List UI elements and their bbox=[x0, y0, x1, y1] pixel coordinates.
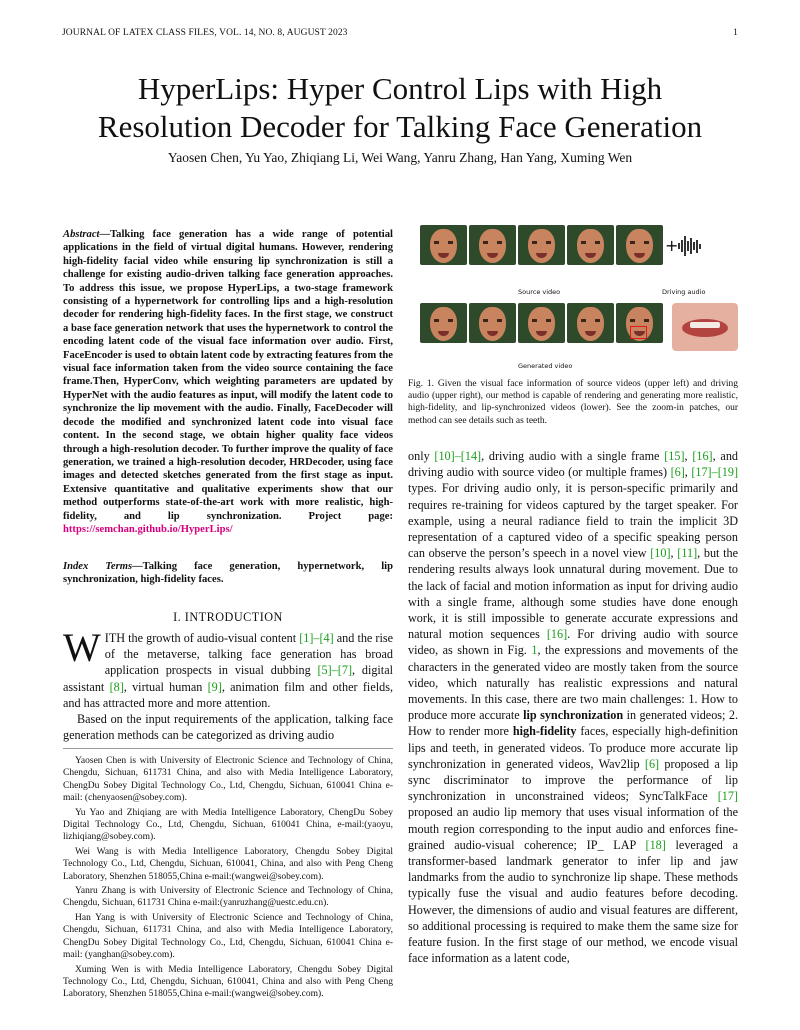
running-header bbox=[62, 28, 738, 42]
face-image bbox=[479, 307, 506, 341]
source-frame bbox=[567, 225, 614, 265]
zoom-region-box bbox=[630, 326, 647, 339]
citation-link[interactable]: [11] bbox=[677, 546, 698, 561]
figure-1-caption: Fig. 1. Given the visual face information of source videos (upper left) and driving audio (upper right), our method is capable of rendering and generating more realistic, high-fidelity, and lip-synchronized videos (lower). See the zoom-in patches, our method can see details such as teeth. bbox=[408, 379, 738, 426]
body-text: only bbox=[408, 449, 435, 463]
body-text: types. For driving audio only, it is person-specific primarily and requires re-training for videos captured by the target speaker. For example, using a neural radiance field to train the implicit 3D representation of a captured video of a specific speaking person can observe the person’s speech in a novel view bbox=[408, 481, 738, 561]
citation-link[interactable]: [16] bbox=[692, 449, 713, 463]
citation-link[interactable]: [5]–[7] bbox=[317, 663, 352, 678]
introduction-body bbox=[63, 625, 393, 743]
citation-link[interactable]: [16] bbox=[546, 627, 568, 642]
intro-text: ITH the growth of audio-visual content bbox=[104, 631, 300, 645]
index-terms-text: —Talking face generation, hypernetwork, lip synchronization, high-fidelity faces. bbox=[63, 561, 393, 586]
author-list: Yaosen Chen, Yu Yao, Zhiqiang Li, Wei Wang, Yanru Zhang, Han Yang, Xuming Wen bbox=[167, 150, 633, 165]
generated-frame bbox=[518, 303, 565, 343]
drop-cap: W bbox=[63, 625, 101, 670]
face-image bbox=[528, 307, 555, 341]
figure-reference-link[interactable]: 1 bbox=[531, 643, 538, 658]
intro-text: and the rise of the metaverse, talking face generation has broad application prospects in visual dubbing bbox=[104, 631, 393, 678]
citation-link[interactable]: [17] bbox=[717, 789, 738, 804]
citation-link[interactable]: [9] bbox=[207, 679, 222, 694]
intro-paragraph-1 bbox=[63, 625, 393, 711]
body-text: , and driving audio with source video (or multiple frames) bbox=[408, 449, 739, 480]
face-image bbox=[430, 229, 457, 263]
plus-sign: + bbox=[665, 236, 679, 255]
citation-link[interactable]: [8] bbox=[109, 679, 124, 694]
source-video-label: Source video bbox=[518, 288, 561, 296]
project-page-link[interactable]: https://semchan.github.io/HyperLips/ bbox=[63, 523, 233, 535]
footnote: Yu Yao and Zhiqiang are with Media Intelligence Laboratory, ChengDu Sobey Digital Technology Co., Ltd, Chengdu, Sichuan, 610041 China, e-mail:(yaoyu, lizhiqiang@sobey.com). bbox=[63, 807, 393, 843]
section-heading-introduction: I. INTRODUCTION bbox=[173, 610, 283, 624]
zoomed-lips-patch bbox=[672, 303, 738, 351]
bold-term: high-fidelity bbox=[512, 724, 577, 739]
body-text: in generated videos; 2. How to render more bbox=[408, 708, 738, 739]
abstract-label: Abstract bbox=[63, 229, 100, 240]
face-image bbox=[430, 307, 457, 341]
right-paragraph bbox=[408, 448, 738, 967]
footnote: Han Yang is with University of Electronic Science and Technology of China, Chengdu, Sichuan, 611731 China, and also with Media Intelligence Laboratory, ChengDu Sobey Digital Technology Co., Ltd, Chengdu, Sichuan, 610041 China e-mail: (yanghan@sobey.com). bbox=[63, 912, 393, 961]
citation-link[interactable]: [18] bbox=[645, 837, 666, 852]
citation-link[interactable]: [17]–[19] bbox=[691, 465, 739, 480]
source-frame bbox=[469, 225, 516, 265]
footnote: Yaosen Chen is with University of Electronic Science and Technology of China, Chengdu, Sichuan, 611731 China, and also with Media Intelligence Laboratory, ChengDu Sobey Digital Technology Co., Ltd, Chengdu, Sichuan, 610041 China e-mail: (chenyaosen@sobey.com). bbox=[63, 756, 393, 804]
title-line-1: HyperLips: Hyper Control Lips with High bbox=[137, 71, 663, 106]
body-text: leveraged a transformer-based landmark generator to infer lip and jaw landmarks from the audio to synchronize lip shape. These methods typically fuse the visual and audio features before decoding. However, the dimensions of audio and visual features are different, so additional processing is required to make them the same size for feature fusion. In the first stage of our method, we encode visual face information as a latent code, bbox=[408, 837, 738, 966]
citation-link[interactable]: [10]–[14] bbox=[434, 449, 482, 463]
body-text: , the expressions and movements of the characters in the generated video are mostly taken from the source video, which naturally has realistic expressions and natural movements. In this case, there are two main challenges: 1. How to produce more accurate bbox=[408, 643, 738, 723]
intro-text: , virtual human bbox=[123, 679, 208, 694]
face-image bbox=[577, 307, 604, 341]
face-image bbox=[577, 229, 604, 263]
generated-frame bbox=[469, 303, 516, 343]
generated-frame bbox=[567, 303, 614, 343]
index-terms bbox=[63, 560, 393, 587]
audio-waveform-icon bbox=[678, 235, 701, 257]
source-frame bbox=[616, 225, 663, 265]
abstract-text: —Talking face generation has a wide range of potential applications in the field of virtual digital humans. However, rendering high-fidelity facial video while ensuring lip synchronization is still a challenge for existing audio-driven talking face generation approaches. To address this issue, we propose HyperLips, a two-stage framework consisting of a hypernetwork for controlling lips and a high-resolution decoder for rendering high-fidelity faces. In the first stage, we construct a base face generation network that uses the hypernetwork to control the encoding latent code of the visual face information over audio. First, FaceEncoder is used to obtain latent code by extracting features from the visual face information taken from the video source containing the face frame.Then, HyperConv, which weighting parameters are updated by HyperNet with the audio features as input, will modify the latent code to synchronize the lip movement with the audio. Finally, FaceDecoder will decode the modified and synchronized latent code into visual face content. In the second stage, we obtain higher quality face videos through a high-resolution decoder. To further improve the quality of face generation, we trained a high-resolution decoder, HRDecoder, using face images and detected sketches generated from the first stage as input. Extensive quantitative and qualitative experiments show that our method outperforms state-of-the-art work with more realistic, high-fidelity, and lip synchronization. Project page: bbox=[63, 229, 393, 522]
page-number: 1 bbox=[733, 28, 738, 38]
right-column-body bbox=[408, 448, 738, 967]
teeth-shape bbox=[690, 322, 720, 328]
title-line-2: Resolution Decoder for Talking Face Generation bbox=[97, 109, 703, 144]
index-terms-label: Index Terms bbox=[63, 561, 133, 572]
generated-video-label: Generated video bbox=[518, 362, 573, 370]
body-text: , bbox=[684, 465, 692, 480]
body-text: , bbox=[670, 546, 678, 561]
face-image bbox=[626, 229, 653, 263]
body-text: . For driving audio with source video, as shown in Fig. bbox=[408, 627, 738, 658]
generated-frame bbox=[420, 303, 467, 343]
body-text: , driving audio with a single frame bbox=[481, 449, 665, 463]
citation-link[interactable]: [1]–[4] bbox=[299, 631, 334, 645]
footnote: Wei Wang is with Media Intelligence Laboratory, Chengdu Sobey Digital Technology Co., Ltd, Chengdu, Sichuan, 610041, China, and also with Peng Cheng Laboratory, Shenzhen 518055,China e-mail:(wangwei@sobey.com). bbox=[63, 846, 393, 882]
citation-link[interactable]: [6] bbox=[644, 756, 660, 771]
abstract bbox=[63, 228, 393, 536]
bold-term: lip synchronization bbox=[523, 708, 624, 723]
citation-link[interactable]: [15] bbox=[664, 449, 685, 463]
intro-paragraph-2: Based on the input requirements of the application, talking face generation methods can be categorized as driving audio bbox=[63, 712, 393, 743]
body-text: faces, especially high-definition lips and teeth, in generated videos. To produce more accurate lip synchronization in generated videos, Wav2lip bbox=[408, 724, 739, 771]
face-image bbox=[528, 229, 555, 263]
body-text: , bbox=[684, 449, 693, 463]
footnote: Xuming Wen is with Media Intelligence Laboratory, Chengdu Sobey Digital Technology Co., Ltd, Chengdu, Sichuan, 610041, China and also with Peng Cheng Laboratory, Shenzhen 518055,China e-mail:(wangwei@sobey.com). bbox=[63, 964, 393, 1000]
author-affiliation-footnotes bbox=[63, 748, 393, 1003]
footnote: Yanru Zhang is with University of Electronic Science and Technology of China, Chengdu, Sichuan, 611731 China e-mail:(yanruzhang@uestc.edu.cn). bbox=[63, 886, 393, 909]
source-frame bbox=[420, 225, 467, 265]
figure-1 bbox=[420, 225, 738, 370]
intro-text: , animation film and other fields, and has attracted more and more attention. bbox=[63, 679, 393, 710]
face-image bbox=[479, 229, 506, 263]
citation-link[interactable]: [10] bbox=[650, 546, 671, 561]
body-text: , but the rendering results always look unnatural during movement. Due to the lack of facial and motion information as input for driving audio with a single frame, although some studies have done enough work, it is still impossible to generate accurate expressions and natural motion sequences bbox=[408, 546, 739, 642]
paper-title bbox=[60, 70, 740, 146]
body-text: proposed a lip sync discriminator to improve the performance of lip synchronization in unconstrained videos; SyncTalkFace bbox=[408, 756, 738, 804]
source-frame bbox=[518, 225, 565, 265]
citation-link[interactable]: [6] bbox=[670, 465, 685, 480]
intro-text: , digital assistant bbox=[63, 663, 393, 694]
driving-audio-label: Driving audio bbox=[662, 288, 706, 296]
journal-header: JOURNAL OF LATEX CLASS FILES, VOL. 14, NO. 8, AUGUST 2023 bbox=[62, 28, 348, 38]
body-text: proposed an audio lip memory that uses visual information of the mouth region corresponding to the input audio and enforces fine-grained audio-visual coherence; IP_ LAP bbox=[408, 805, 738, 852]
